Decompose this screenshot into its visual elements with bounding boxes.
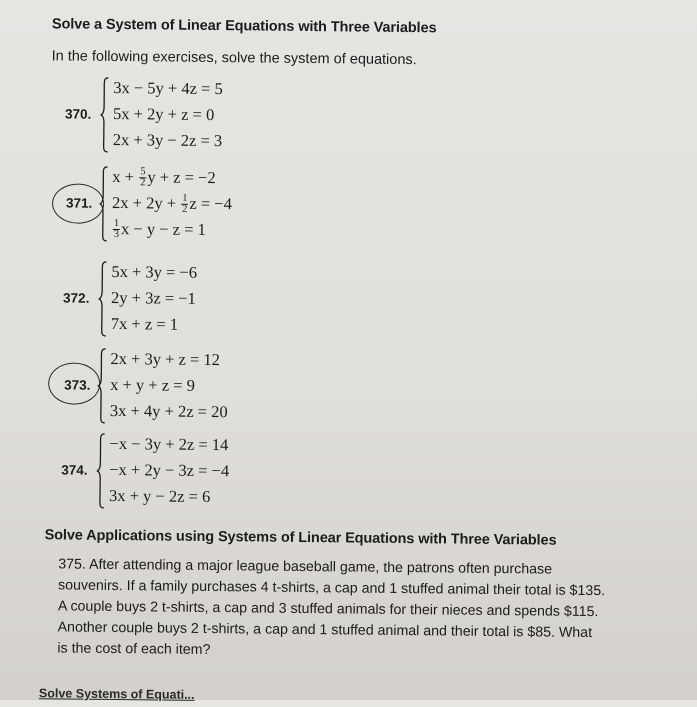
- equation: $\frac{1}{3}$ x − y − z = 1: [113, 217, 206, 240]
- left-brace: [96, 433, 106, 509]
- equation-list: [112, 164, 233, 243]
- problem-number: 371.: [66, 195, 93, 211]
- problem-373: [52, 345, 373, 430]
- instructions: In the following exercises, solve the system of equations.: [51, 48, 417, 69]
- word-problem-375: [57, 554, 658, 665]
- problem-number: 372.: [63, 290, 90, 306]
- problem-number: 374.: [61, 462, 88, 478]
- footer-running-title: Solve Systems of Equati...: [38, 686, 195, 702]
- equation: −x − 3y + 2z = 14: [109, 433, 229, 455]
- equation: 2x + 3y + z = 12: [110, 348, 221, 370]
- word-problem-line: Another couple buys 2 t-shirts, a cap and 1 stuffed animal and their total is $85. What: [57, 619, 593, 642]
- problem-374: [51, 430, 372, 515]
- equation: 2y + 3z = −1: [110, 287, 196, 308]
- problem-372: [53, 258, 374, 343]
- equation: 3x + 4y + 2z = 20: [109, 400, 228, 422]
- left-brace: [100, 77, 110, 153]
- problem-number: 373.: [64, 377, 91, 393]
- equation: 5x + 3y = −6: [111, 261, 198, 282]
- pen-circle-mark: [52, 183, 104, 224]
- equation: 2x + 2y + $\frac{1}{2}$ z = −4: [111, 192, 232, 215]
- problem-371: [54, 163, 375, 248]
- equation-list: [110, 346, 229, 425]
- word-problem-line: souvenirs. If a family purchases 4 t-shirts, a cap and 1 stuffed animal their total is $135.: [57, 577, 606, 600]
- fraction: $\frac{1}{2}$: [182, 192, 188, 215]
- equation: 5x + 2y + z = 0: [112, 103, 215, 125]
- equation: 3x − 5y + 4z = 5: [113, 77, 223, 99]
- section-title: Solve a System of Linear Equations with Three Variables: [51, 16, 437, 37]
- fraction: $\frac{1}{3}$: [113, 217, 120, 240]
- equation: 3x + y − 2z = 6: [108, 485, 211, 507]
- fraction: $\frac{5}{2}$: [140, 165, 146, 189]
- word-problem-line: 375. After attending a major league baseball game, the patrons often purchase: [58, 556, 553, 578]
- problem-370: [55, 74, 376, 159]
- equation: 7x + z = 1: [110, 313, 179, 334]
- equation-list: [113, 75, 223, 154]
- left-brace: [98, 261, 108, 337]
- problem-number: 370.: [64, 106, 92, 122]
- left-brace: [99, 166, 109, 242]
- word-problem-line: is the cost of each item?: [57, 640, 211, 659]
- equation: 2x + 3y − 2z = 3: [112, 129, 223, 151]
- pen-circle-mark: [48, 362, 100, 405]
- equation-list: [111, 259, 197, 338]
- equation-list: [109, 431, 230, 510]
- left-brace: [97, 348, 107, 424]
- equation: −x + 2y − 3z = −4: [109, 459, 230, 481]
- applications-title: Solve Applications using Systems of Linear Equations with Three Variables: [44, 527, 557, 549]
- equation: x + $\frac{5}{2}$ y + z = −2: [112, 165, 216, 189]
- word-problem-line: A couple buys 2 t-shirts, a cap and 3 stuffed animals for their nieces and spends $115.: [57, 598, 599, 621]
- equation: x + y + z = 9: [110, 374, 196, 395]
